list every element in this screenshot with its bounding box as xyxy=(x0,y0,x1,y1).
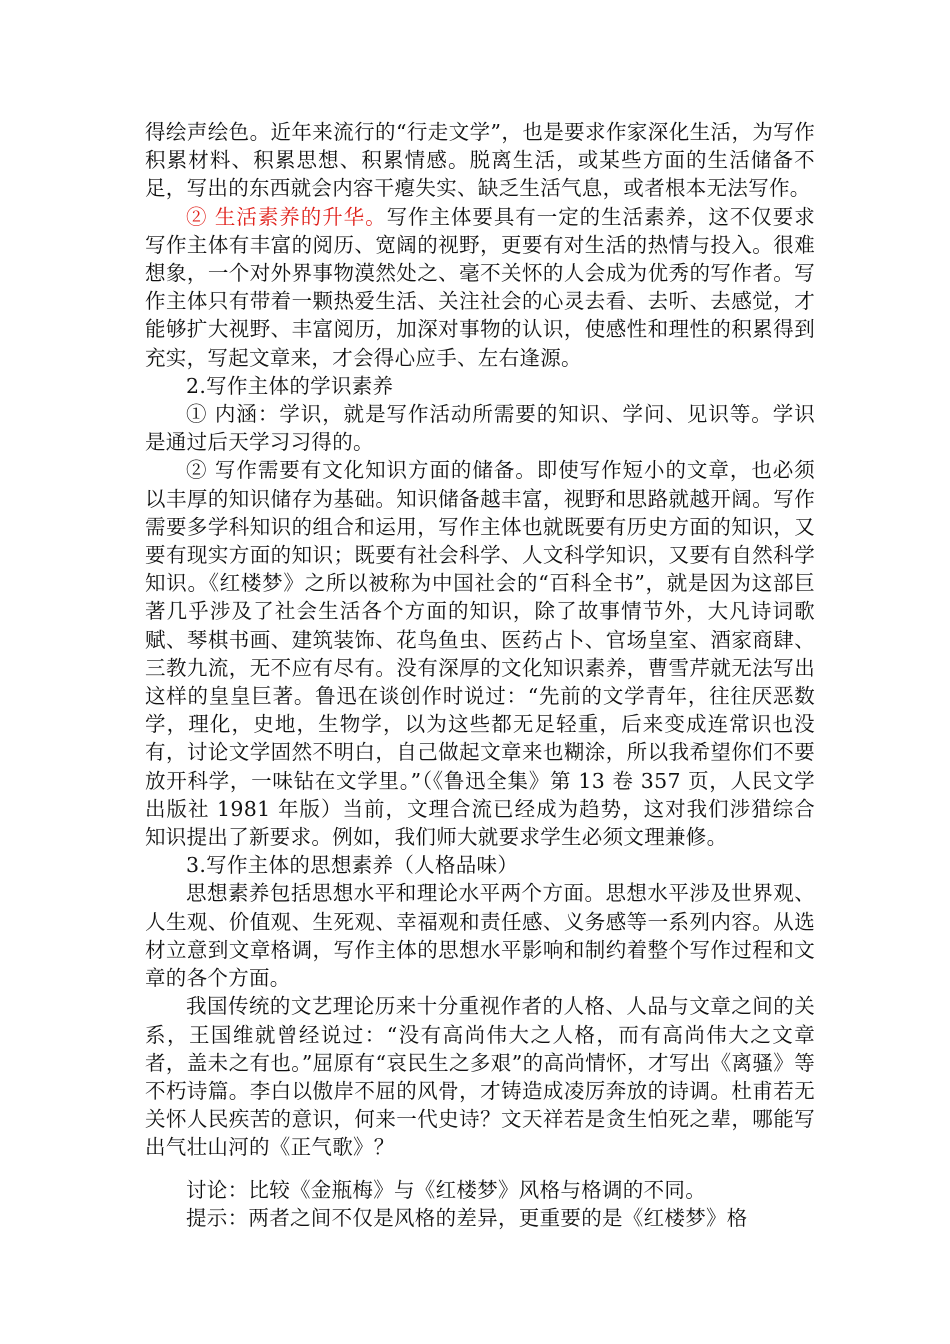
paragraph-text: 写作主体要具有一定的生活素养，这不仅要求写作主体有丰富的阅历、宽阔的视野，更要有对生活的热情与投入。很难想象，一个对外界事物漠然处之、毫不关怀的人会成为优秀的写作者。写作主体只有带着一颗热爱生活、关注社会的心灵去看、去听、去感觉，才能够扩大视野、丰富阅历，加深对事物的认识，使感性和理性的积累得到充实，写起文章来，才会得心应手、左右逢源。 xyxy=(145,204,815,370)
section-heading-thought: 3.写作主体的思想素养（人格品味） xyxy=(186,853,519,878)
paragraph-knowledge-definition: ① 内涵：学识，就是写作活动所需要的知识、学问、见识等。学识是通过后天学习习得的。 xyxy=(145,402,815,455)
paragraph-knowledge-reserve: ② 写作需要有文化知识方面的储备。即使写作短小的文章，也必须以丰厚的知识储存为基础。知识储备越丰富，视野和思路就越开阔。写作需要多学科知识的组合和运用，写作主体也就既要有历史方面的知识，又要有现实方面的知识；既要有社会科学、人文科学知识，又要有自然科学知识。《红楼梦》之所以被称为中国社会的“百科全书”，就是因为这部巨著几乎涉及了社会生活各个方面的知识，除了故事情节外，大凡诗词歌赋、琴棋书画、建筑装饰、花鸟鱼虫、医药占卜、官场皇室、酒家商肆、三教九流，无不应有尽有。没有深厚的文化知识素养，曹雪芹就无法写出这样的皇皇巨著。鲁迅在谈创作时说过：“先前的文学青年，往往厌恶数学，理化，史地，生物学，以为这些都无足轻重，后来变成连常识也没有，讨论文学固然不明白，自己做起文章来也糊涂，所以我希望你们不要放开科学，一味钻在文学里。”（《鲁迅全集》第 13 卷 357 页，人民文学出版社 1981 年版）当前，文理合流已经成为趋势，这对我们涉猎综合知识提出了新要求。例如，我们师大就要求学生必须文理兼修。 xyxy=(145,458,815,850)
discussion-prompt: 讨论：比较《金瓶梅》与《红楼梦》风格与格调的不同。 xyxy=(186,1177,706,1202)
spacer xyxy=(145,1162,815,1176)
highlight-heading: ② 生活素养的升华。 xyxy=(186,204,387,229)
paragraph-tradition: 我国传统的文艺理论历来十分重视作者的人格、人品与文章之间的关系，王国维就曾经说过：“没有高尚伟大之人格，而有高尚伟大之文章者，盖未之有也。”屈原有“哀民生之多艰”的高尚情怀，才写出《离骚》等不朽诗篇。李白以傲岸不屈的风骨，才铸造成凌厉奔放的诗调。杜甫若无关怀人民疾苦的意识，何来一代史诗？文天祥若是贪生怕死之辈，哪能写出气壮山河的《正气歌》？ xyxy=(145,994,815,1160)
document-body xyxy=(145,118,815,1232)
paragraph-life-experience: 得绘声绘色。近年来流行的“行走文学”，也是要求作家深化生活，为写作积累材料、积累思想、积累情感。脱离生活，或某些方面的生活储备不足，写出的东西就会内容干瘪失实、缺乏生活气息，或者根本无法写作。 xyxy=(145,120,815,201)
paragraph-thought-definition: 思想素养包括思想水平和理论水平两个方面。思想水平涉及世界观、人生观、价值观、生死观、幸福观和责任感、义务感等一系列内容。从选材立意到文章格调，写作主体的思想水平影响和制约着整个写作过程和文章的各个方面。 xyxy=(145,881,815,991)
hint-text: 提示：两者之间不仅是风格的差异，更重要的是《红楼梦》格 xyxy=(186,1205,748,1230)
paragraph-life-cultivation xyxy=(145,203,815,372)
section-heading-knowledge: 2.写作主体的学识素养 xyxy=(186,373,394,398)
